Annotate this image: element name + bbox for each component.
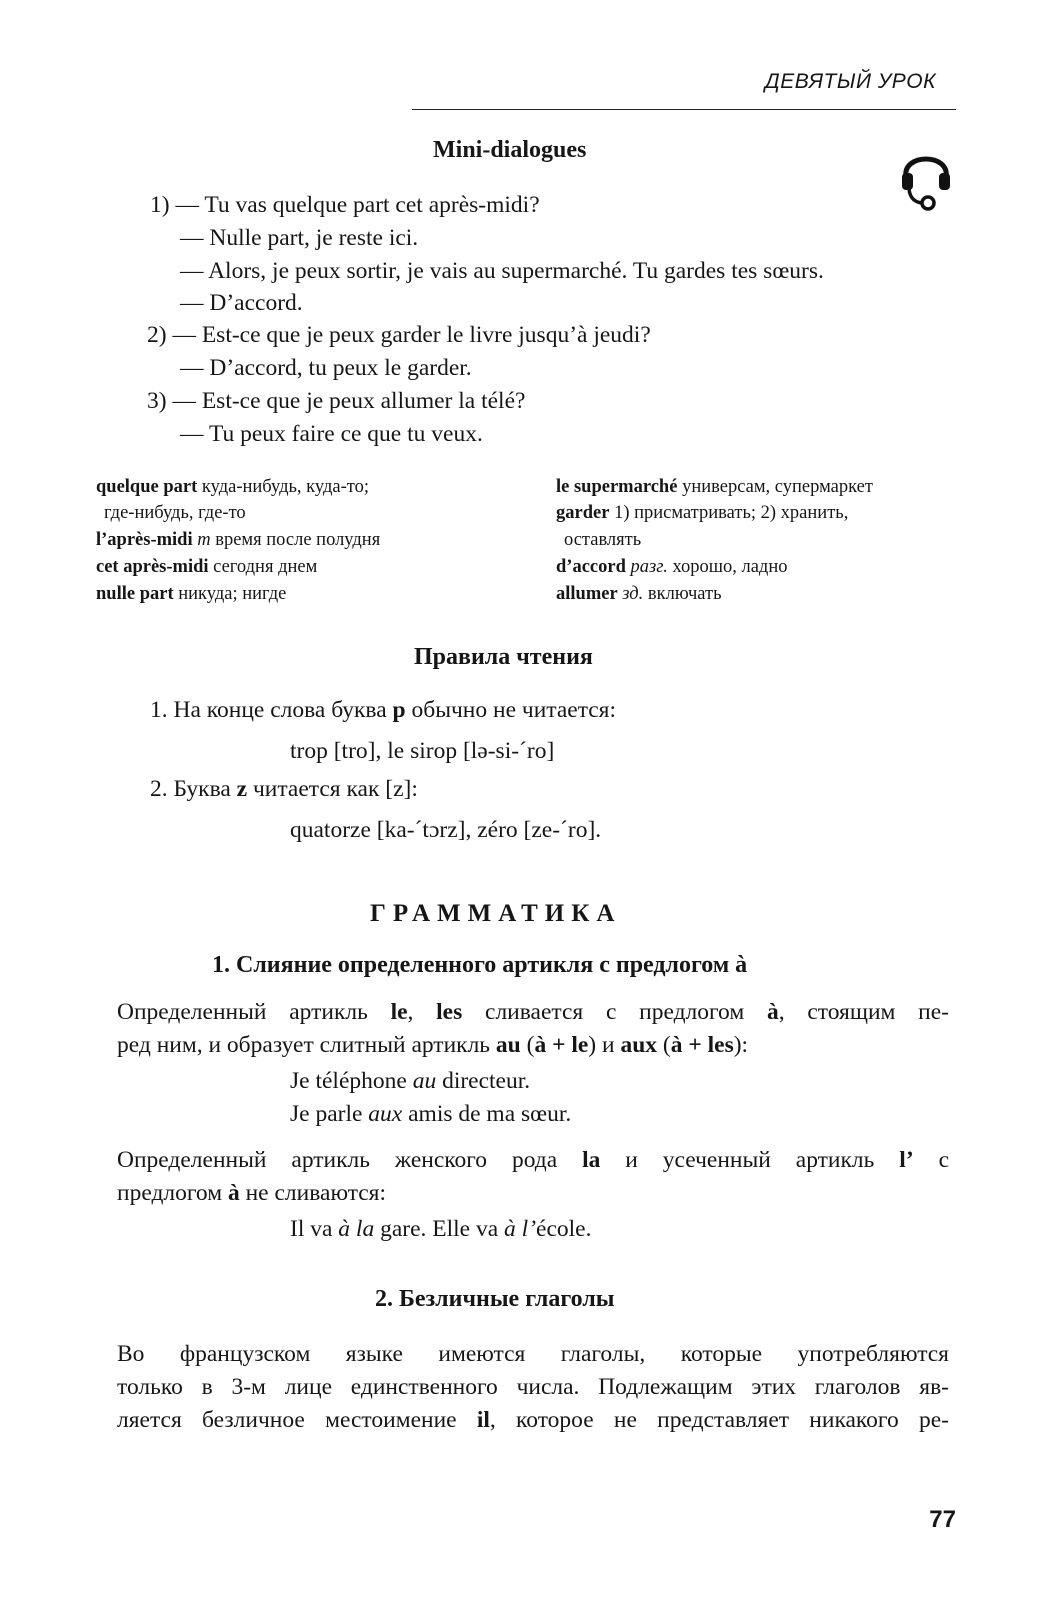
- dialogue-line: 3) — Est-ce que je peux allumer la télé?: [147, 388, 526, 414]
- reading-example: quatorze [ka-ˊtɔrz], zéro [ze-ˊro].: [290, 817, 602, 843]
- dialogue-line: — Tu peux faire ce que tu veux.: [180, 421, 483, 447]
- dialogue-line: — D’accord, tu peux le garder.: [180, 355, 472, 381]
- dialogue-line: — Nulle part, je reste ici.: [180, 225, 419, 251]
- example-sentence: Il va à la gare. Elle va à l’école.: [290, 1216, 592, 1242]
- grammar-section-title: 1. Слияние определенного артикля с предлогом à: [212, 952, 748, 978]
- dialogue-line: 2) — Est-ce que je peux garder le livre jusqu’à jeudi?: [147, 322, 651, 348]
- running-title: ДЕВЯТЫЙ УРОК: [764, 70, 936, 93]
- dialogue-line: — D’accord.: [180, 290, 303, 316]
- example-sentence: Je téléphone au directeur.: [290, 1068, 531, 1094]
- paragraph: Определенный артикль женского рода la и усеченный артикль l’ с предлогом à не сливаются:: [117, 1147, 950, 1206]
- example-sentence: Je parle aux amis de ma sœur.: [290, 1101, 572, 1127]
- dialogue-line: 1) — Tu vas quelque part cet après-midi?: [150, 192, 540, 218]
- vocab-entry: cet après-midi сегодня днем: [96, 557, 318, 577]
- vocab-entry: garder 1) присматривать; 2) хранить,: [556, 503, 849, 523]
- page-number: 77: [929, 1506, 956, 1533]
- reading-example: trop [tro], le sirop [lə-si-ˊro]: [290, 738, 555, 764]
- grammar-section-title: 2. Безличные глаголы: [375, 1286, 615, 1312]
- vocab-entry: nulle part никуда; нигде: [96, 584, 287, 604]
- vocab-entry: где-нибудь, где-то: [104, 503, 246, 523]
- vocab-entry: d’accord разг. хорошо, ладно: [556, 557, 788, 577]
- dialogues-title: Mini-dialogues: [433, 137, 587, 163]
- grammar-title: ГРАММАТИКА: [370, 900, 622, 927]
- reading-rule: 2. Буква z читается как [z]:: [150, 776, 418, 802]
- paragraph: Во французском языке имеются глаголы, которые употребляются только в 3-м лице единственного числа. Подлежащим этих глаголов яв- ляется безличное местоимение il, которое не представляет никакого ре-: [117, 1341, 949, 1433]
- headphones-icon: [900, 143, 952, 215]
- reading-rules-title: Правила чтения: [414, 644, 593, 670]
- vocab-entry: l’après-midi m время после полудня: [96, 530, 381, 550]
- paragraph: Определенный артикль le, les сливается с предлогом à, стоящим пе- ред ним, и образует слитный артикль au (à + le) и aux (à + les):: [117, 999, 949, 1058]
- vocab-entry: allumer зд. включать: [556, 584, 722, 604]
- vocab-entry: quelque part куда-нибудь, куда-то;: [96, 477, 370, 497]
- reading-rule: 1. На конце слова буква p обычно не читается:: [150, 697, 617, 723]
- vocab-entry: le supermarché универсам, супермаркет: [556, 477, 873, 497]
- vocab-entry: оставлять: [564, 530, 642, 550]
- header-rule: [412, 109, 956, 110]
- dialogue-line: — Alors, je peux sortir, je vais au supermarché. Tu gardes tes sœurs.: [180, 258, 824, 284]
